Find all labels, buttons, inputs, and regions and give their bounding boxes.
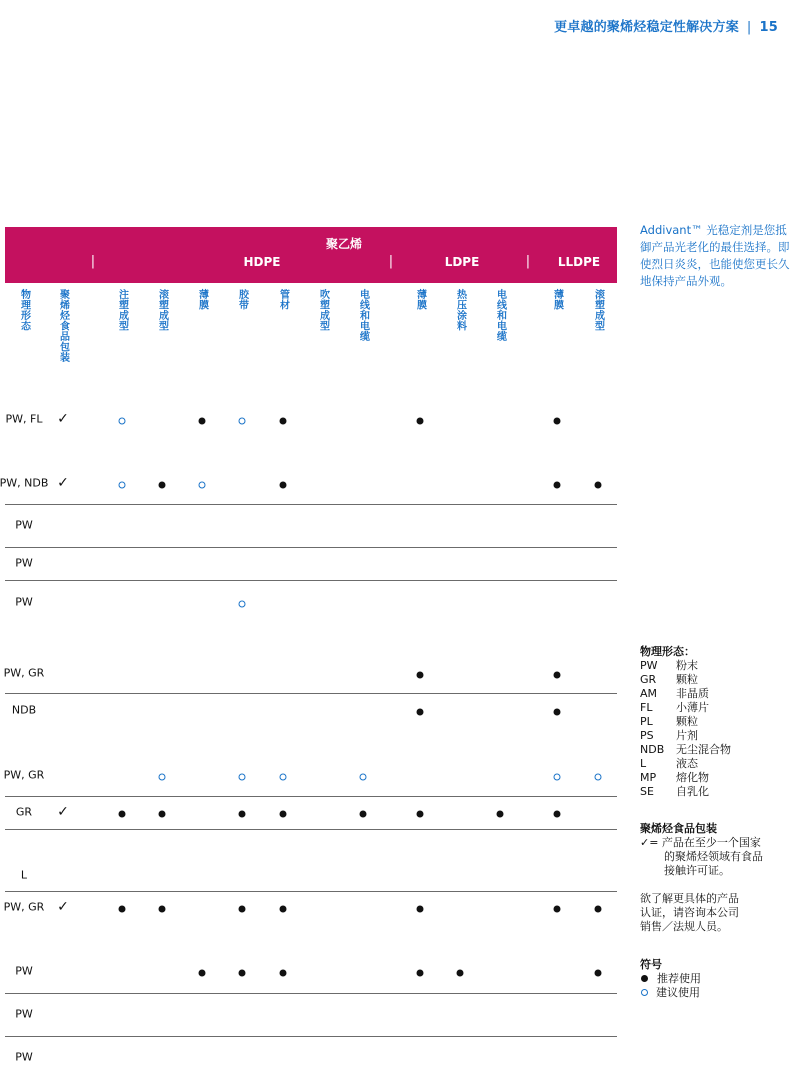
form-legend-item — [640, 743, 790, 757]
recommended-dot-icon — [280, 811, 287, 818]
header-separator: | — [746, 20, 752, 35]
form-legend-item — [640, 729, 790, 743]
recommended-dot-icon — [417, 970, 424, 977]
contact-note — [640, 892, 790, 934]
form-description: 非晶质 — [676, 687, 709, 700]
form-abbreviation: L — [640, 757, 647, 770]
form-abbreviation: NDB — [640, 743, 665, 756]
recommended-dot-icon — [280, 482, 287, 489]
recommended-dot-icon — [280, 970, 287, 977]
column-header: 聚烯烃食品包装 — [57, 289, 69, 363]
form-description: 颗粒 — [676, 715, 698, 728]
suggested-ring-icon — [119, 418, 126, 425]
physical-form-cell: PW — [15, 1050, 33, 1064]
suggested-ring-icon — [239, 601, 246, 608]
physical-form-cell: PW, NDB — [0, 476, 49, 490]
food-packaging-line: ✓= 产品在至少一个国家 — [640, 836, 761, 849]
suggested-ring-icon — [199, 482, 206, 489]
form-abbreviation: AM — [640, 687, 658, 700]
recommended-dot-icon — [554, 906, 561, 913]
form-legend-item — [640, 757, 790, 771]
food-packaging-heading: 聚烯烃食品包装 — [640, 822, 717, 835]
recommended-dot-icon — [417, 811, 424, 818]
suggested-ring-icon — [239, 418, 246, 425]
form-legend-item — [640, 687, 790, 701]
recommended-dot-icon — [417, 672, 424, 679]
row-divider — [5, 547, 617, 548]
food-approval-checkmark: ✓ — [57, 804, 69, 820]
recommended-dot-icon — [497, 811, 504, 818]
recommended-dot-icon — [417, 906, 424, 913]
recommended-dot-icon — [199, 970, 206, 977]
form-legend-item — [640, 673, 790, 687]
physical-form-heading: 物理形态： — [640, 645, 695, 658]
group-separator: | — [388, 254, 394, 269]
row-divider — [5, 829, 617, 830]
recommended-dot-icon — [159, 811, 166, 818]
column-header: 滚塑成型 — [156, 289, 168, 331]
form-abbreviation: PL — [640, 715, 653, 728]
recommended-dot-icon — [554, 672, 561, 679]
recommended-dot-icon — [239, 811, 246, 818]
recommended-dot-icon — [119, 811, 126, 818]
suggested-label: 建议使用 — [656, 986, 700, 999]
recommended-dot-icon — [595, 970, 602, 977]
header-title-text: 更卓越的聚烯烃稳定性解决方案 — [554, 20, 739, 35]
column-header: 管材 — [277, 289, 289, 310]
group-label-ldpe: LDPE — [444, 255, 480, 269]
filled-dot-icon — [641, 975, 648, 982]
suggested-ring-icon — [595, 774, 602, 781]
form-description: 颗粒 — [676, 673, 698, 686]
row-divider — [5, 796, 617, 797]
row-divider — [5, 504, 617, 505]
suggested-ring-icon — [360, 774, 367, 781]
physical-form-cell: PW — [15, 556, 33, 570]
recommended-dot-icon — [554, 811, 561, 818]
food-packaging-line: 接触许可证。 — [664, 864, 730, 877]
polyethylene-label: 聚乙烯 — [325, 237, 363, 251]
column-header: 胶带 — [236, 289, 248, 310]
page-header — [554, 16, 778, 35]
hollow-ring-icon — [641, 989, 648, 996]
suggested-ring-icon — [280, 774, 287, 781]
recommended-dot-icon — [119, 906, 126, 913]
recommended-dot-icon — [280, 906, 287, 913]
recommended-dot-icon — [280, 418, 287, 425]
form-description: 自乳化 — [676, 785, 709, 798]
physical-form-cell: NDB — [11, 703, 37, 717]
recommended-dot-icon — [554, 482, 561, 489]
form-description: 无尘混合物 — [676, 743, 731, 756]
column-header: 注塑成型 — [116, 289, 128, 331]
recommended-dot-icon — [457, 970, 464, 977]
physical-form-cell: PW — [15, 595, 33, 609]
column-header: 电线和电缆 — [494, 289, 506, 342]
recommended-dot-icon — [159, 906, 166, 913]
column-header: 热压涂料 — [454, 289, 466, 331]
suggested-ring-icon — [239, 774, 246, 781]
food-approval-checkmark: ✓ — [57, 475, 69, 491]
physical-form-cell: PW, GR — [3, 900, 45, 914]
food-approval-checkmark: ✓ — [57, 899, 69, 915]
physical-form-cell: PW — [15, 518, 33, 532]
form-description: 小薄片 — [676, 701, 709, 714]
form-description: 片剂 — [676, 729, 698, 742]
column-header: 滚塑成型 — [592, 289, 604, 331]
physical-form-cell: PW, FL — [5, 412, 43, 426]
group-label-lldpe: LLDPE — [557, 255, 601, 269]
form-description: 熔化物 — [676, 771, 709, 784]
column-header: 物理形态 — [18, 289, 30, 331]
form-abbreviation: SE — [640, 785, 654, 798]
form-abbreviation: MP — [640, 771, 657, 784]
column-header: 薄膜 — [551, 289, 563, 310]
suggested-ring-icon — [119, 482, 126, 489]
row-divider — [5, 993, 617, 994]
recommended-dot-icon — [554, 418, 561, 425]
symbols-legend — [640, 958, 790, 1000]
recommended-dot-icon — [554, 709, 561, 716]
recommended-dot-icon — [417, 709, 424, 716]
form-legend-item — [640, 701, 790, 715]
physical-form-cell: PW, GR — [3, 768, 45, 782]
symbols-heading: 符号 — [640, 958, 662, 971]
form-abbreviation: FL — [640, 701, 653, 714]
group-label-hdpe: HDPE — [243, 255, 281, 269]
food-packaging-legend — [640, 822, 790, 878]
form-legend-item — [640, 659, 790, 673]
page-number: 15 — [759, 20, 778, 35]
column-header: 薄膜 — [414, 289, 426, 310]
recommended-dot-icon — [417, 418, 424, 425]
physical-form-cell: PW — [15, 964, 33, 978]
row-divider — [5, 693, 617, 694]
contact-line: 欲了解更具体的产品 — [640, 892, 739, 905]
column-header: 电线和电缆 — [357, 289, 369, 342]
form-description: 液态 — [676, 757, 698, 770]
form-description: 粉末 — [676, 659, 698, 672]
food-approval-checkmark: ✓ — [57, 411, 69, 427]
recommended-dot-icon — [199, 418, 206, 425]
physical-form-cell: PW, GR — [3, 666, 45, 680]
form-abbreviation: GR — [640, 673, 657, 686]
recommended-dot-icon — [595, 906, 602, 913]
recommended-dot-icon — [239, 970, 246, 977]
form-abbreviation: PW — [640, 659, 658, 672]
form-legend-item — [640, 785, 790, 799]
suggested-ring-icon — [159, 774, 166, 781]
suggested-ring-icon — [554, 774, 561, 781]
recommended-dot-icon — [595, 482, 602, 489]
contact-line: 认证，请咨询本公司 — [640, 906, 739, 919]
form-legend-item — [640, 715, 790, 729]
row-divider — [5, 1036, 617, 1037]
recommended-dot-icon — [239, 906, 246, 913]
physical-form-cell: L — [20, 868, 28, 882]
column-header: 薄膜 — [196, 289, 208, 310]
row-divider — [5, 891, 617, 892]
row-divider — [5, 580, 617, 581]
physical-form-legend — [640, 645, 790, 799]
group-separator: | — [525, 254, 531, 269]
physical-form-cell: GR — [15, 805, 33, 819]
recommended-dot-icon — [159, 482, 166, 489]
form-legend-item — [640, 771, 790, 785]
sidebar-intro: Addivant™ 光稳定剂是您抵御产品光老化的最佳选择。即使烈日炎炎，也能使您更长久地保持产品外观。 — [640, 223, 790, 288]
recommended-label: 推荐使用 — [657, 972, 701, 985]
food-packaging-line: 的聚烯烃领域有食品 — [664, 850, 763, 863]
column-header: 吹塑成型 — [317, 289, 329, 331]
form-abbreviation: PS — [640, 729, 654, 742]
recommended-dot-icon — [360, 811, 367, 818]
contact-line: 销售／法规人员。 — [640, 920, 728, 933]
group-separator: | — [90, 254, 96, 269]
physical-form-cell: PW — [15, 1007, 33, 1021]
